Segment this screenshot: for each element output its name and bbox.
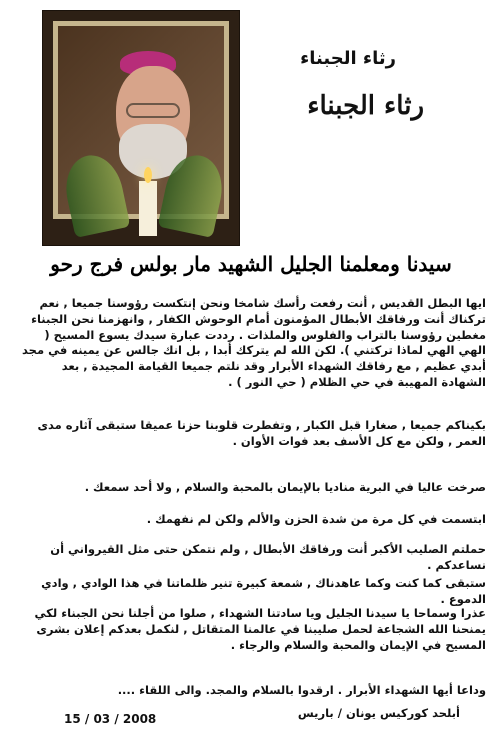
paragraph-8: وداعا أيها الشهداء الأبرار . ارقدوا بالسلام والمجد. والى اللقاء .... [117,683,486,697]
paragraph-5: حملتم الصليب الأكبر أنت ورفاقك الأبطال , ولم نتمكن حتى مثل القيرواني أن نساعدكم . [50,542,486,572]
date-stamp: 15 / 03 / 2008 [64,712,157,726]
paragraph-1: ايها البطل القديس , أنت رفعت رأسك شامخا ونحن إنتكست رؤوسنا جميعا , نعم تركناك أنت ورفاقك الأبطال المؤمنون أمام الوحوش الكفار , وانهزمنا نحن الجبناء مغطين رؤوسنا بالتراب والفلوس والملذات . رددت عبارة سيدك يسوع المسيح ( الهي الهي لماذا تركتني ). لكن الله لم يتركك أبدا , بل انك جالس عن يمينه في مجد أبدي عظيم , مع رفاقك الشهداء الأبرار وقد نلتم جميعا القيامة المجيدة , بعد الشهادة المهيبة في حي الظلام ( حي النور ) . [22,296,486,389]
paragraph-4: ابتسمت في كل مرة من شدة الحزن والألم ولكن لم نفهمك . [146,512,486,526]
small-title: رثاء الجبناء [300,48,396,69]
paragraph-2: بكيناكم جميعا , صغارا قبل الكبار , وتفطرت قلوبنا حزنا عميقا ستبقى آثاره مدى العمر , ولكن مع كل الأسف بعد فوات الأوان . [37,418,486,448]
memorial-photo [42,10,240,246]
paragraph-7: عذرا وسماحا يا سيدنا الجليل ويا سادتنا الشهداء , صلوا من أجلنا نحن الجبناء لكي يمنحنا الله الشجاعة لحمل صليبنا في عالمنا المتقاتل , لنكمل بعدكم إعلان بشرى المسيح في الإيمان والمحبة والسلام والرجاء . [34,606,486,652]
glasses-icon [126,103,180,118]
memorial-subtitle: سيدنا ومعلمنا الجليل الشهيد مار بولس فرج رحو [50,252,452,276]
paragraph-3: صرخت عاليا في البرية مناديا بالإيمان بالمحبة والسلام , ولا أحد سمعك . [84,480,486,494]
author-signature: أبلحد كوركيس يونان / باريس [297,706,460,720]
flame-icon [144,167,152,183]
paragraph-6: ستبقى كما كنت وكما عاهدناك , شمعة كبيرة تنير ظلماتنا في هذا الوادي , وادي الدموع . [41,576,486,606]
candle-icon [139,181,157,236]
large-title: رثاء الجبناء [307,91,424,121]
